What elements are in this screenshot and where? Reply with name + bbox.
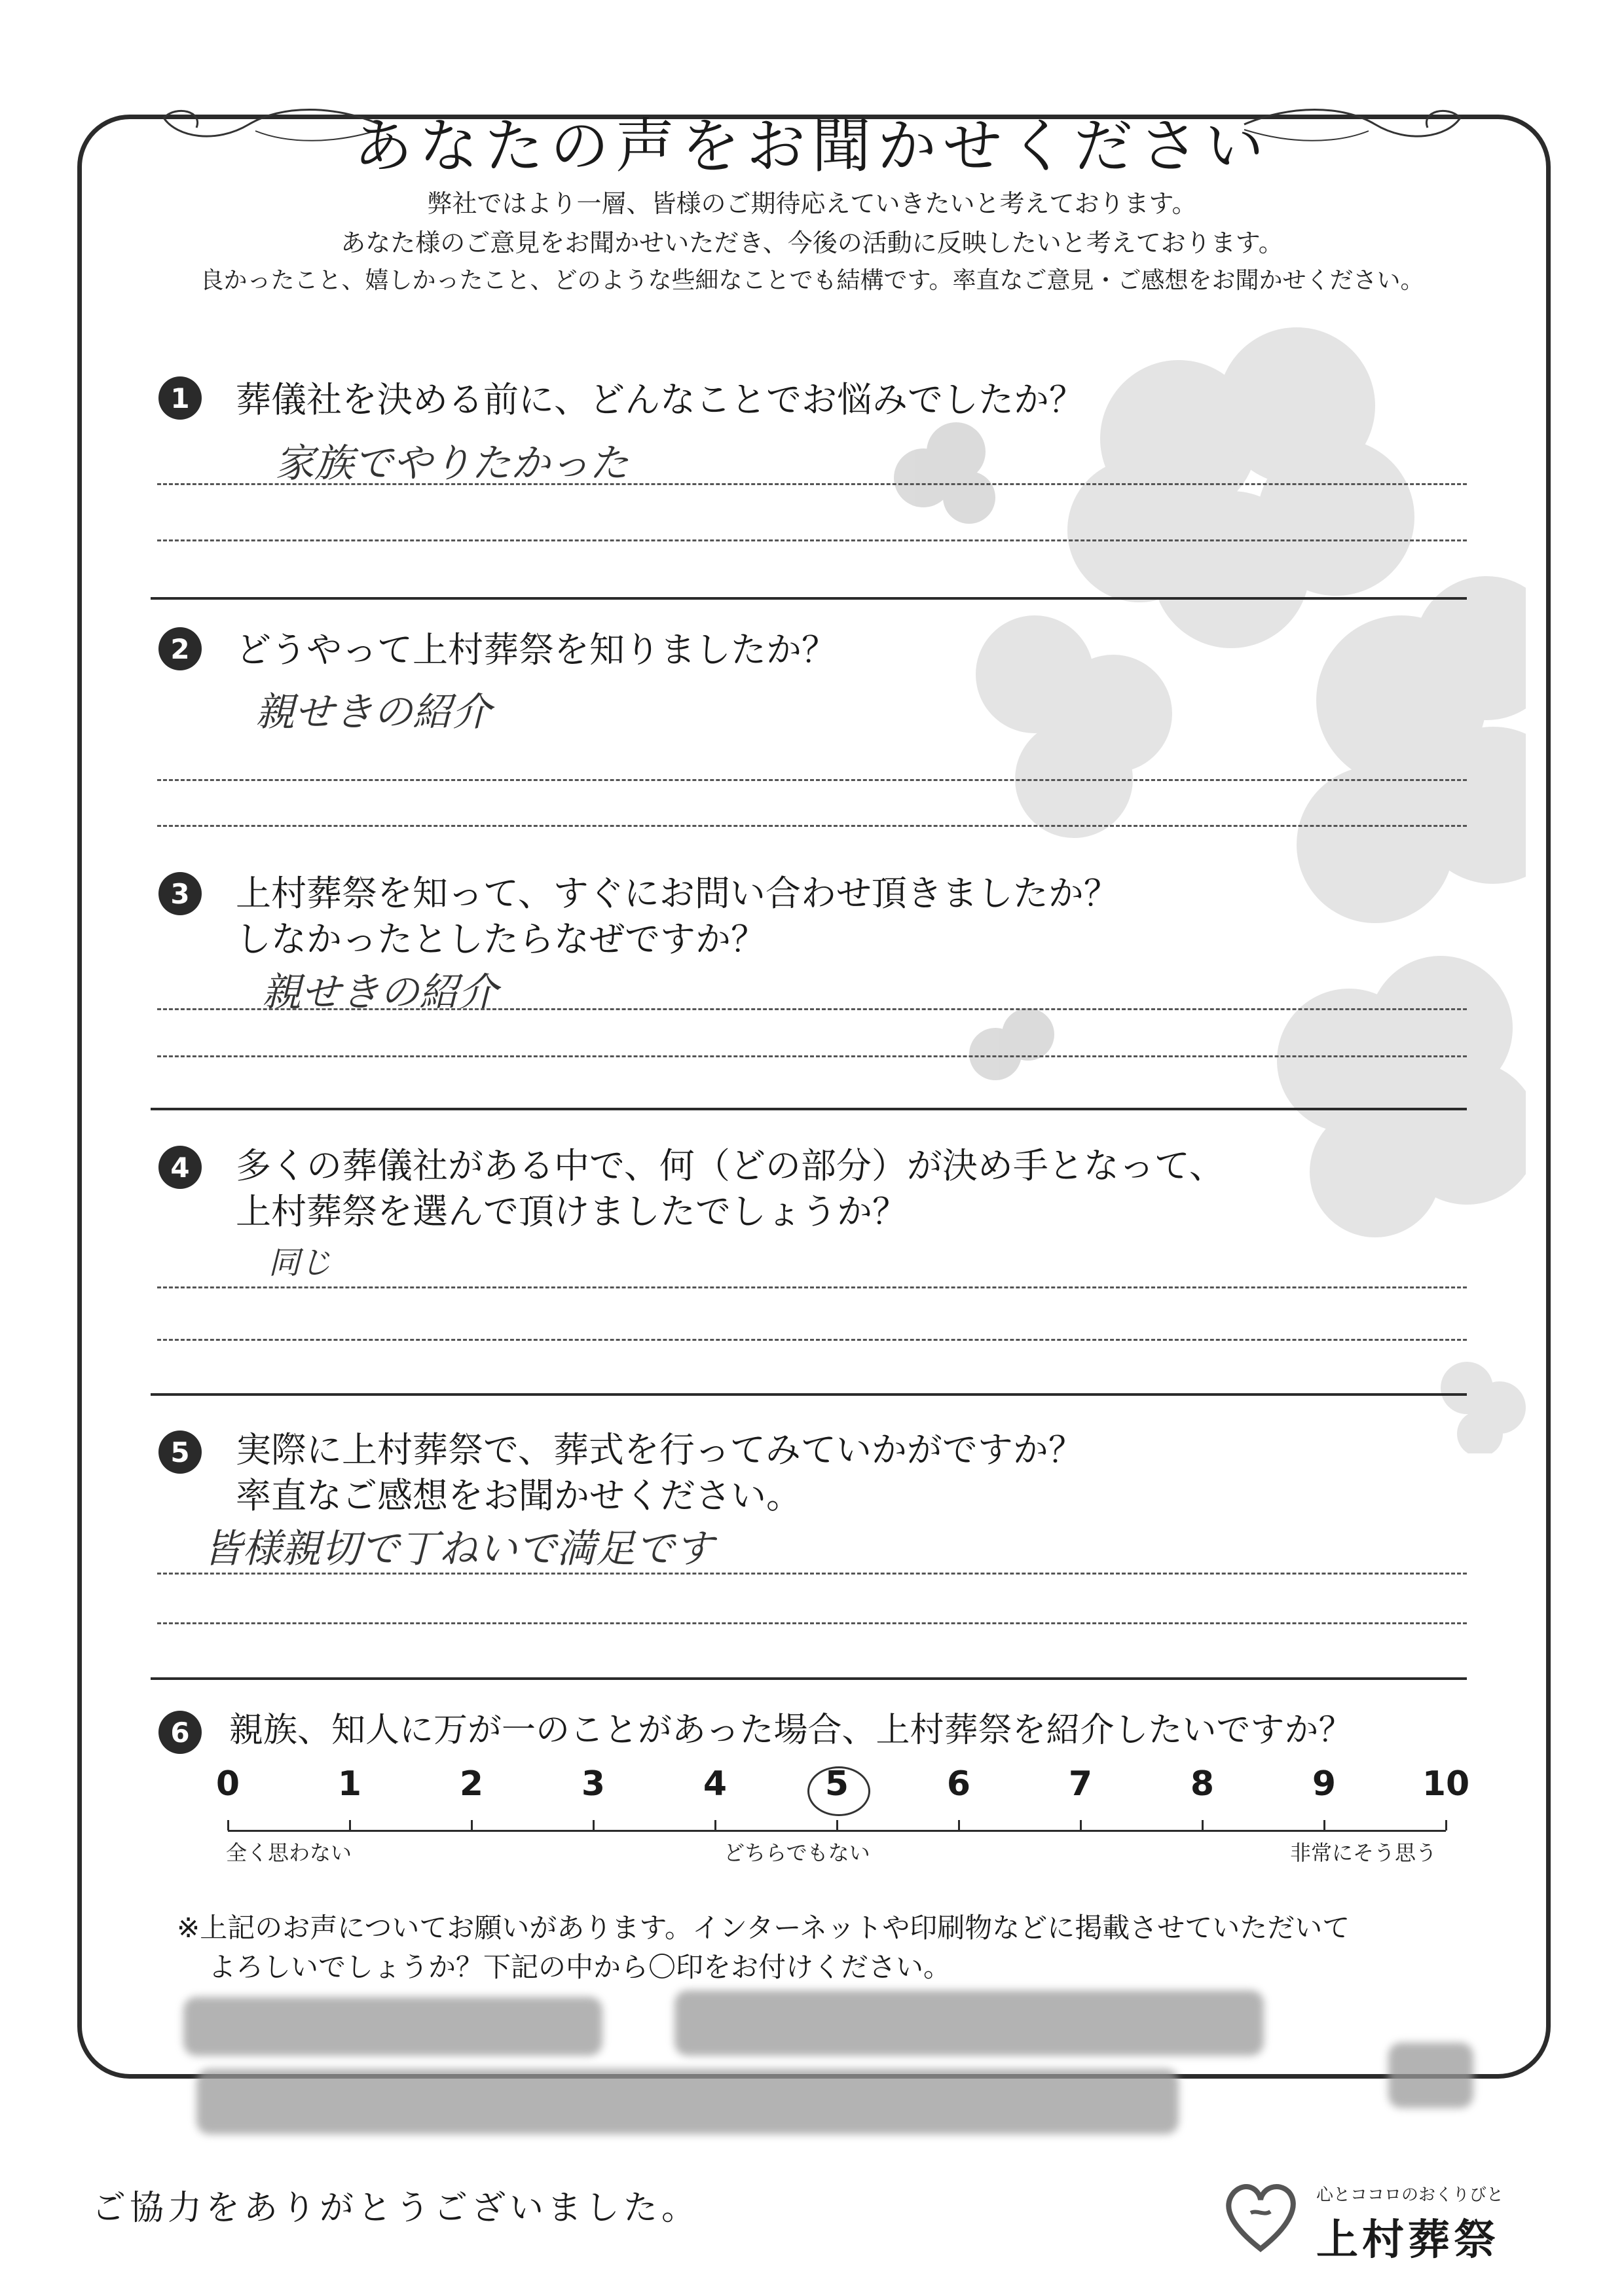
note-line-1: ※上記のお声についてお願いがあります。インターネットや印刷物などに掲載させていただいて (177, 1912, 1350, 1944)
scale-label-1: 1 (337, 1764, 362, 1804)
page-title: あなたの声をお聞かせください (354, 112, 1270, 181)
scale-label-7: 7 (1068, 1764, 1093, 1804)
note-line-2: よろしいでしょうか？下記の中から〇印をお付けください。 (208, 1951, 951, 1983)
scale-label-9: 9 (1312, 1764, 1337, 1804)
redacted-area (183, 1997, 602, 2056)
scale-tick (836, 1820, 838, 1831)
thanks-message: ご協力をありがとうございました。 (92, 2189, 700, 2228)
answer-line (157, 1622, 1467, 1624)
question-3-answer: 親せきの紹介 (262, 970, 498, 1015)
question-2-answer: 親せきの紹介 (255, 689, 491, 735)
question-2-number: 2 (158, 627, 202, 670)
section-divider (151, 1677, 1467, 1680)
answer-line (157, 1055, 1467, 1057)
question-3-number: 3 (158, 872, 202, 915)
section-divider (151, 1108, 1467, 1110)
scale-tick (958, 1820, 960, 1831)
intro-line-1: 弊社ではより一層、皆様のご期待応えていきたいと考えております。 (427, 189, 1197, 218)
scale-tick (714, 1820, 716, 1831)
scale-tick (593, 1820, 595, 1831)
intro-line-2: あなた様のご意見をお聞かせいただき、今後の活動に反映したいと考えております。 (341, 228, 1283, 257)
answer-line (157, 779, 1467, 781)
question-1-answer: 家族でやりたかった (275, 441, 629, 486)
question-3-text-line-2: しなかったとしたらなぜですか？ (236, 919, 766, 960)
answer-line (157, 1008, 1467, 1010)
scale-tick (1080, 1820, 1082, 1831)
answer-line (157, 825, 1467, 827)
scale-tick (1202, 1820, 1204, 1831)
question-6-number: 6 (158, 1711, 202, 1754)
answer-line (157, 1286, 1467, 1288)
question-3-text-line-1: 上村葬祭を知って、すぐにお問い合わせ頂きましたか？ (236, 873, 1119, 914)
scale-low-label: 全く思わない (226, 1840, 352, 1865)
question-4-text-line-1: 多くの葬儀社がある中で、何（どの部分）が決め手となって、 (236, 1145, 1225, 1186)
scale-label-5: 5 (824, 1764, 849, 1804)
scale-tick (349, 1820, 351, 1831)
scale-tick (1445, 1820, 1447, 1831)
selected-rating-circle (807, 1766, 870, 1816)
question-5-number: 5 (158, 1430, 202, 1474)
scale-label-2: 2 (459, 1764, 484, 1804)
question-4-number: 4 (158, 1146, 202, 1189)
intro-line-3: 良かったこと、嬉しかったこと、どのような些細なことでも結構です。率直なご意見・ご感想をお聞かせください。 (200, 267, 1424, 294)
scale-mid-label: どちらでもない (724, 1840, 870, 1865)
scale-tick (471, 1820, 473, 1831)
heart-logo-icon (1218, 2174, 1303, 2259)
answer-line (157, 483, 1467, 485)
question-4-text-line-2: 上村葬祭を選んで頂けましたでしょうか？ (236, 1191, 908, 1232)
scale-label-4: 4 (703, 1764, 728, 1804)
company-name: 上村葬祭 (1316, 2216, 1500, 2265)
scale-high-label: 非常にそう思う (1290, 1840, 1437, 1865)
question-4-answer: 同じ (268, 1245, 332, 1281)
question-5-text-line-1: 実際に上村葬祭で、葬式を行ってみていかがですか？ (236, 1429, 1084, 1470)
question-2-text: どうやって上村葬祭を知りましたか？ (236, 629, 837, 670)
scale-label-8: 8 (1190, 1764, 1215, 1804)
scale-label-0: 0 (215, 1764, 240, 1804)
scale-label-3: 3 (581, 1764, 606, 1804)
question-1-text: 葬儀社を決める前に、どんなことでお悩みでしたか？ (236, 379, 1084, 420)
section-divider (151, 597, 1467, 600)
company-tagline: 心とココロのおくりびと (1316, 2185, 1504, 2205)
scale-tick (227, 1820, 229, 1831)
question-5-answer: 皆様親切で丁ねいで満足です (203, 1526, 714, 1572)
question-1-number: 1 (158, 376, 202, 420)
redacted-area (1388, 2043, 1473, 2108)
scale-tick (1323, 1820, 1325, 1831)
redacted-area (196, 2069, 1179, 2134)
scale-label-6: 6 (946, 1764, 971, 1804)
scale-label-10: 10 (1422, 1764, 1470, 1804)
answer-line (157, 1573, 1467, 1575)
question-6-text: 親族、知人に万が一のことがあった場合、上村葬祭を紹介したいですか？ (229, 1711, 1353, 1750)
answer-line (157, 539, 1467, 541)
redacted-area (674, 1990, 1264, 2056)
section-divider (151, 1393, 1467, 1396)
answer-line (157, 1339, 1467, 1341)
question-5-text-line-2: 率直なご感想をお聞かせください。 (236, 1475, 802, 1516)
